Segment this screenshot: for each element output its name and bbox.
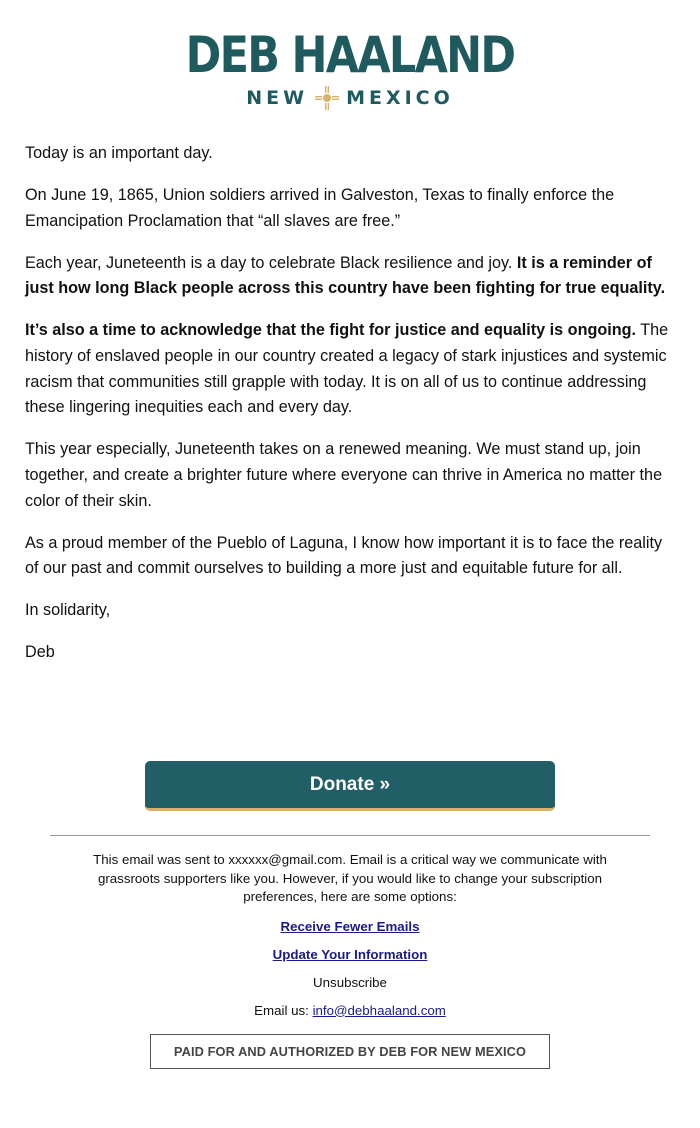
paragraph-history: On June 19, 1865, Union soldiers arrived in Galveston, Texas to finally enforce the Emancipation Proclamation that “all slaves are free.” bbox=[25, 186, 615, 230]
contact-email-link[interactable]: info@debhaaland.com bbox=[312, 1002, 446, 1018]
logo-sub-right: MEXICO bbox=[346, 87, 454, 109]
unsubscribe-link[interactable]: Unsubscribe bbox=[313, 974, 387, 990]
paragraph-pueblo: As a proud member of the Pueblo of Laguna, I know how important it is to face the reality of our past and commit ourselves to building a more just and equitable future for all. bbox=[25, 533, 663, 578]
logo-title: DEB HAALAND bbox=[185, 26, 515, 84]
paragraph-justice bbox=[25, 318, 675, 420]
logo-subtitle bbox=[0, 85, 700, 111]
donate-button[interactable]: Donate » bbox=[145, 761, 555, 811]
receive-fewer-emails-link[interactable]: Receive Fewer Emails bbox=[280, 918, 420, 934]
paragraph-justice-bold: It’s also a time to acknowledge that the fight for justice and equality is ongoing. bbox=[25, 321, 636, 340]
campaign-logo bbox=[0, 28, 700, 111]
paragraph-celebration-plain: Each year, Juneteenth is a day to celebrate Black resilience and joy. bbox=[25, 253, 517, 272]
logo-sub-left: NEW bbox=[246, 87, 309, 109]
email-body bbox=[25, 141, 675, 683]
contact-email-row bbox=[50, 1002, 650, 1020]
paragraph-celebration bbox=[25, 251, 675, 302]
paragraph-intro: Today is an important day. bbox=[25, 144, 213, 162]
fewer-emails-row bbox=[50, 918, 650, 935]
paragraph-justice-plain: The history of enslaved people in our country created a legacy of stark injustices and systemic racism that communities still grapple with today. It is on all of us to continue addressing these lingering inequities each and every day. bbox=[25, 321, 669, 417]
signature: Deb bbox=[25, 643, 55, 662]
zia-sun-icon bbox=[314, 85, 340, 111]
paid-for-disclaimer: PAID FOR AND AUTHORIZED BY DEB FOR NEW MEXICO bbox=[150, 1034, 550, 1069]
update-information-link[interactable]: Update Your Information bbox=[272, 946, 428, 962]
update-info-row bbox=[50, 946, 650, 963]
footer-divider bbox=[50, 835, 650, 836]
footer-note: This email was sent to xxxxxx@gmail.com. Email is a critical way we communicate with grassroots supporters like you. However, if you would like to change your subscription preferences, here are some options: bbox=[93, 852, 607, 904]
contact-email-label: Email us: bbox=[254, 1002, 313, 1018]
closing-line: In solidarity, bbox=[25, 601, 111, 620]
unsubscribe-row bbox=[50, 974, 650, 991]
paragraph-celebration-bold: It is a reminder of just how long Black people across this country have been fighting for true equality. bbox=[25, 253, 666, 298]
footer bbox=[50, 851, 650, 1020]
paragraph-this-year: This year especially, Juneteenth takes on a renewed meaning. We must stand up, join together, and create a brighter future where everyone can thrive in America no matter the color of their skin. bbox=[25, 440, 663, 510]
